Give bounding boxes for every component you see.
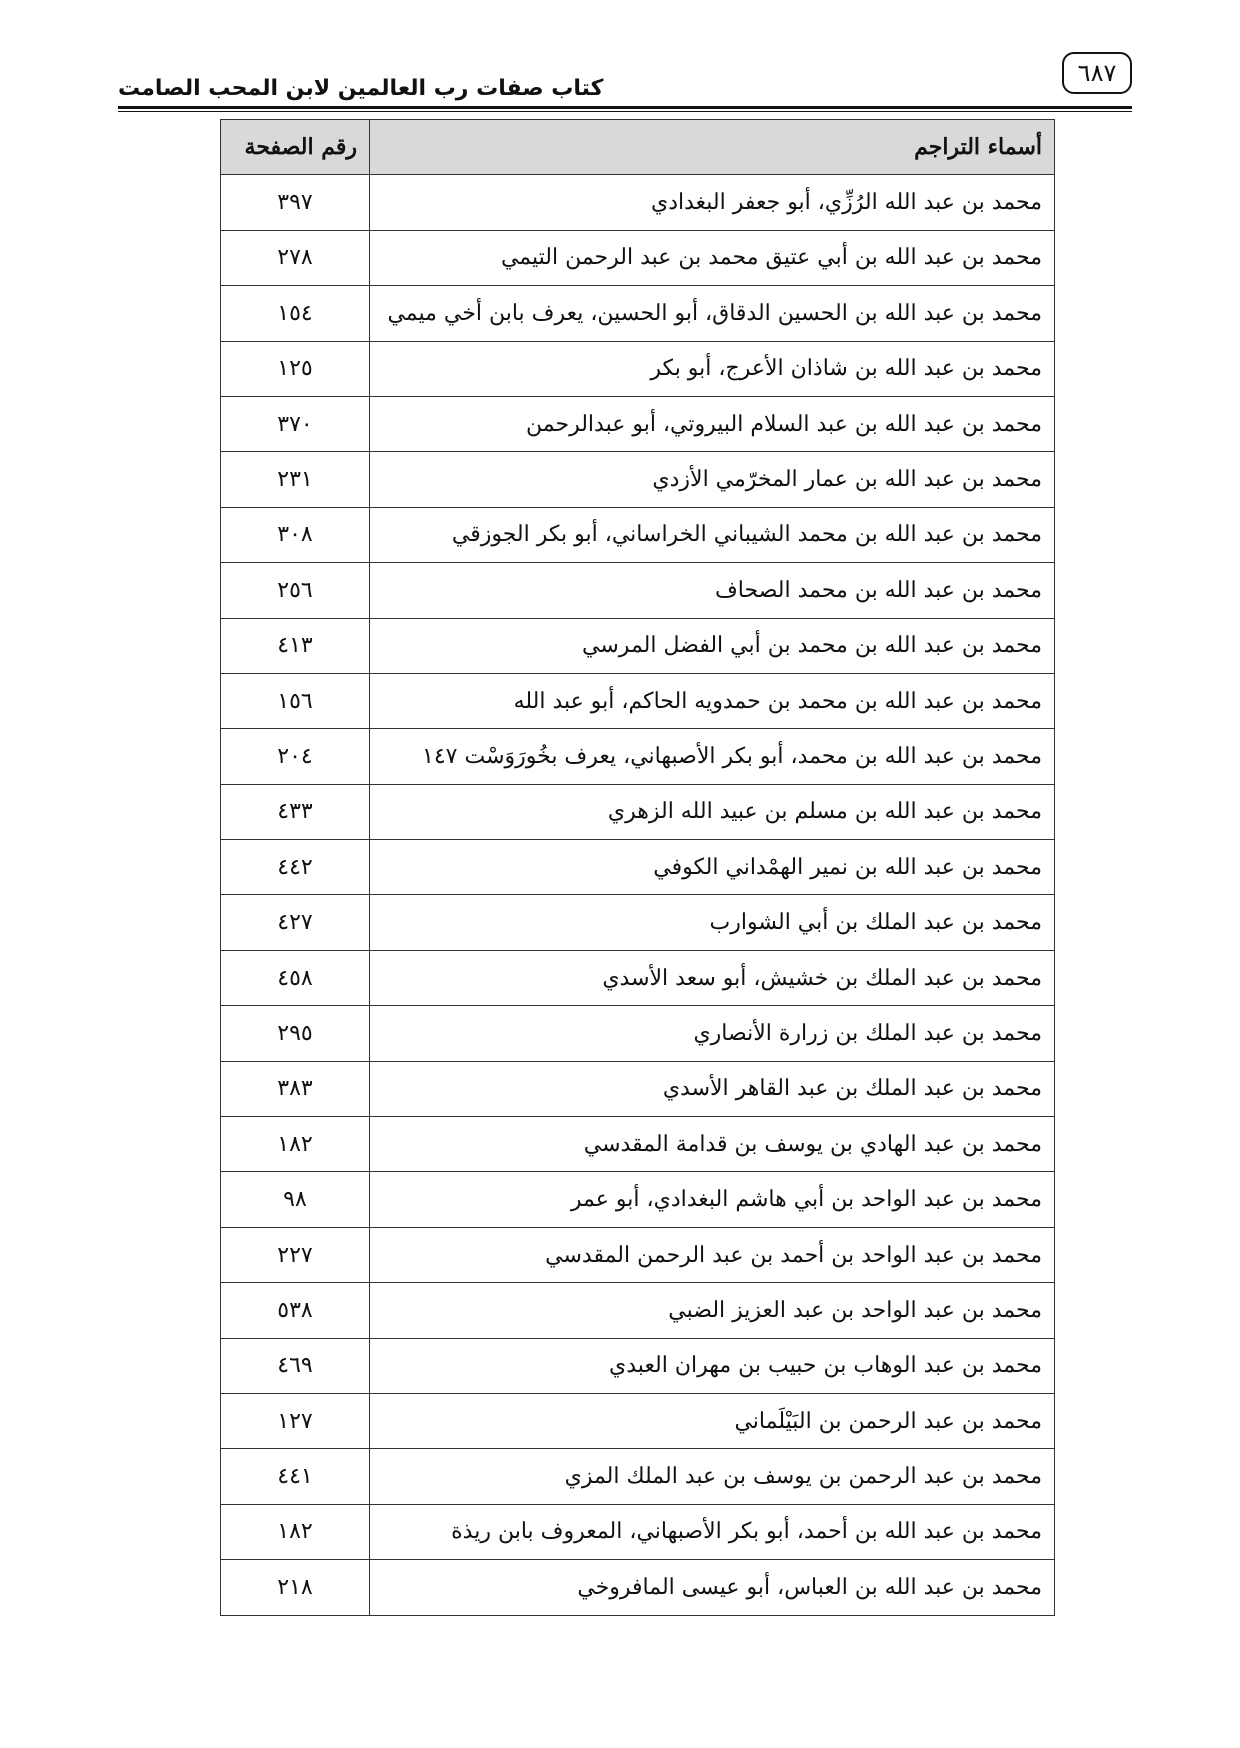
column-header-names: أسماء التراجم <box>370 120 1055 175</box>
table-row <box>221 1006 1055 1061</box>
table-row <box>221 1560 1055 1615</box>
table-row <box>221 230 1055 285</box>
page-number-cell: ١٥٦ <box>221 673 370 728</box>
header-divider <box>118 106 1132 112</box>
biography-name-cell: محمد بن عبد الوهاب بن حبيب بن مهران العبدي <box>370 1338 1055 1393</box>
table-row <box>221 618 1055 673</box>
biography-name-cell: محمد بن عبد الله بن محمد، أبو بكر الأصبهاني، يعرف بخُورَوَسْت ١٤٧ <box>370 729 1055 784</box>
page-number-cell: ٤٤٢ <box>221 840 370 895</box>
table-row <box>221 1283 1055 1338</box>
biography-name-cell: محمد بن عبد الواحد بن عبد العزيز الضبي <box>370 1283 1055 1338</box>
table-row <box>221 175 1055 230</box>
table-row <box>221 286 1055 341</box>
table-body <box>221 175 1055 1615</box>
biography-name-cell: محمد بن عبد الله بن العباس، أبو عيسى المافروخي <box>370 1560 1055 1615</box>
page-number-cell: ٢٥٦ <box>221 563 370 618</box>
table-row <box>221 1504 1055 1559</box>
table-row <box>221 1172 1055 1227</box>
page-number-cell: ٤١٣ <box>221 618 370 673</box>
table-row <box>221 950 1055 1005</box>
biography-name-cell: محمد بن عبد الملك بن عبد القاهر الأسدي <box>370 1061 1055 1116</box>
page-number-cell: ٢٣١ <box>221 452 370 507</box>
page-number-cell: ١٨٢ <box>221 1117 370 1172</box>
table-row <box>221 673 1055 728</box>
table-row <box>221 1227 1055 1282</box>
page-number-cell: ١٢٥ <box>221 341 370 396</box>
table-row <box>221 1393 1055 1448</box>
page-number-cell: ٤٥٨ <box>221 950 370 1005</box>
table-row <box>221 1061 1055 1116</box>
page-header <box>118 52 1132 108</box>
table-row <box>221 563 1055 618</box>
biography-name-cell: محمد بن عبد الواحد بن أحمد بن عبد الرحمن المقدسي <box>370 1227 1055 1282</box>
page-number-cell: ٣٠٨ <box>221 507 370 562</box>
page-number-cell: ٤٤١ <box>221 1449 370 1504</box>
biography-name-cell: محمد بن عبد الله بن عمار المخرّمي الأزدي <box>370 452 1055 507</box>
table-row <box>221 895 1055 950</box>
biography-name-cell: محمد بن عبد الله بن أبي عتيق محمد بن عبد الرحمن التيمي <box>370 230 1055 285</box>
table-header-row <box>221 120 1055 175</box>
page-number-cell: ٢٧٨ <box>221 230 370 285</box>
page-number-cell: ٥٣٨ <box>221 1283 370 1338</box>
biography-name-cell: محمد بن عبد الله الرُزِّي، أبو جعفر البغدادي <box>370 175 1055 230</box>
table-row <box>221 1338 1055 1393</box>
biography-name-cell: محمد بن عبد الملك بن أبي الشوارب <box>370 895 1055 950</box>
page-number-cell: ٤٦٩ <box>221 1338 370 1393</box>
page-number-cell: ١٨٢ <box>221 1504 370 1559</box>
biography-name-cell: محمد بن عبد الرحمن بن البَيْلَماني <box>370 1393 1055 1448</box>
page-number-cell: ٤٢٧ <box>221 895 370 950</box>
biography-name-cell: محمد بن عبد الله بن محمد الصحاف <box>370 563 1055 618</box>
table-row <box>221 784 1055 839</box>
book-title: كتاب صفات رب العالمين لابن المحب الصامت <box>118 76 604 101</box>
biography-name-cell: محمد بن عبد الملك بن زرارة الأنصاري <box>370 1006 1055 1061</box>
biography-name-cell: محمد بن عبد الله بن مسلم بن عبيد الله الزهري <box>370 784 1055 839</box>
biography-name-cell: محمد بن عبد الملك بن خشيش، أبو سعد الأسدي <box>370 950 1055 1005</box>
biography-name-cell: محمد بن عبد الله بن أحمد، أبو بكر الأصبهاني، المعروف بابن ريذة <box>370 1504 1055 1559</box>
table-row <box>221 1449 1055 1504</box>
page-number-cell: ٢٠٤ <box>221 729 370 784</box>
page-number-cell: ٣٨٣ <box>221 1061 370 1116</box>
table-row <box>221 452 1055 507</box>
table-row <box>221 729 1055 784</box>
biography-name-cell: محمد بن عبد الرحمن بن يوسف بن عبد الملك المزي <box>370 1449 1055 1504</box>
biography-name-cell: محمد بن عبد الله بن عبد السلام البيروتي، أبو عبدالرحمن <box>370 396 1055 451</box>
page-number-cell: ٩٨ <box>221 1172 370 1227</box>
column-header-page: رقم الصفحة <box>221 120 370 175</box>
page-number-cell: ١٢٧ <box>221 1393 370 1448</box>
page-number-cell: ٣٧٠ <box>221 396 370 451</box>
table-row <box>221 840 1055 895</box>
biographies-index-table <box>220 119 1055 1616</box>
biography-name-cell: محمد بن عبد الله بن شاذان الأعرج، أبو بكر <box>370 341 1055 396</box>
table-row <box>221 1117 1055 1172</box>
table-row <box>221 507 1055 562</box>
table-row <box>221 341 1055 396</box>
page-number: ٦٨٧ <box>1062 52 1132 94</box>
biography-name-cell: محمد بن عبد الله بن محمد بن حمدويه الحاكم، أبو عبد الله <box>370 673 1055 728</box>
biography-name-cell: محمد بن عبد الله بن الحسين الدقاق، أبو الحسين، يعرف بابن أخي ميمي <box>370 286 1055 341</box>
page-number-cell: ٣٩٧ <box>221 175 370 230</box>
page-number-cell: ٢١٨ <box>221 1560 370 1615</box>
biography-name-cell: محمد بن عبد الله بن محمد بن أبي الفضل المرسي <box>370 618 1055 673</box>
page-number-cell: ١٥٤ <box>221 286 370 341</box>
biography-name-cell: محمد بن عبد الواحد بن أبي هاشم البغدادي، أبو عمر <box>370 1172 1055 1227</box>
biography-name-cell: محمد بن عبد الله بن محمد الشيباني الخراساني، أبو بكر الجوزقي <box>370 507 1055 562</box>
page-number-cell: ٢٢٧ <box>221 1227 370 1282</box>
biography-name-cell: محمد بن عبد الهادي بن يوسف بن قدامة المقدسي <box>370 1117 1055 1172</box>
page-number-cell: ٤٣٣ <box>221 784 370 839</box>
page-number-cell: ٢٩٥ <box>221 1006 370 1061</box>
biography-name-cell: محمد بن عبد الله بن نمير الهمْداني الكوفي <box>370 840 1055 895</box>
table-row <box>221 396 1055 451</box>
